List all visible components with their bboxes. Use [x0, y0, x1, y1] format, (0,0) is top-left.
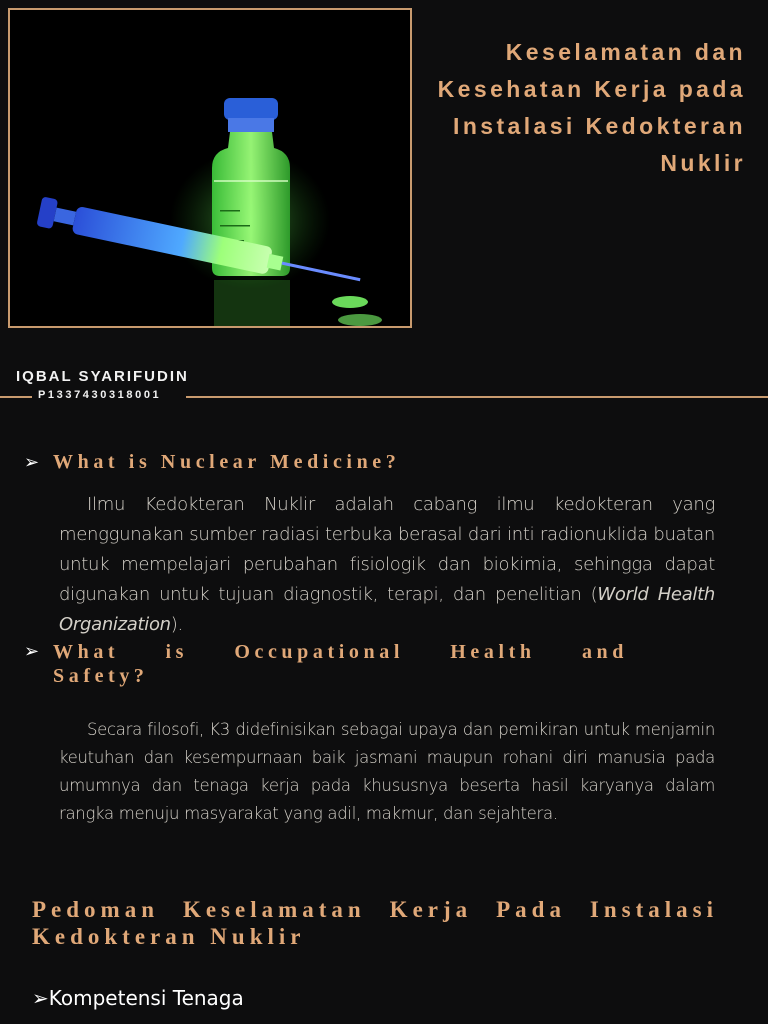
title-line: Instalasi Kedokteran: [453, 113, 746, 139]
divider-right: [186, 396, 768, 398]
list-item-kompetensi: ➢Kompetensi Tenaga: [32, 986, 244, 1010]
section-heading-ohs: What is Occupational Health and: [53, 641, 628, 663]
section-heading-guidelines-line2: Kedokteran Nuklir: [32, 924, 306, 949]
paragraph-text: Ilmu Kedokteran Nuklir adalah cabang ilmu kedokteran yang menggunakan sumber radiasi terbuka berasal dari inti radionuklida buatan untuk mempelajari perubahan fisiologik dan biokimia, sehingga dapat digunakan untuk tujuan diagnostik, terapi, dan penelitian (: [59, 494, 715, 605]
section-heading-ohs-line2: Safety?: [53, 665, 149, 687]
document-title: [386, 34, 746, 182]
student-id: P1337430318001: [38, 389, 162, 401]
paragraph-end: ).: [170, 614, 183, 635]
title-line: Keselamatan dan: [505, 39, 746, 65]
paragraph-ohs: Secara filosofi, K3 didefinisikan sebagai upaya dan pemikiran untuk menjamin keutuhan dan kesempurnaan baik jasmani maupun rohani diri manusia pada umumnya dan tenaga kerja pada khususnya beserta hasil karyanya dalam rangka menuju masyarakat yang adil, makmur, dan sejahtera.: [59, 720, 715, 823]
citation: World Health Organization: [59, 584, 715, 635]
author-name: IQBAL SYARIFUDIN: [16, 368, 189, 385]
arrow-bullet-icon: ➢: [24, 641, 40, 662]
title-line: Nuklir: [660, 150, 746, 176]
cover-photo: [8, 8, 412, 328]
divider-left: [0, 396, 32, 398]
vial-syringe-illustration: [10, 10, 410, 326]
section-heading-nuclear-medicine: What is Nuclear Medicine?: [53, 451, 401, 473]
title-line: Kesehatan Kerja pada: [437, 76, 746, 102]
paragraph-nuclear-medicine: [59, 490, 715, 640]
arrow-bullet-icon: ➢: [24, 452, 40, 473]
section-heading-guidelines: Pedoman Keselamatan Kerja Pada Instalasi: [32, 897, 718, 922]
